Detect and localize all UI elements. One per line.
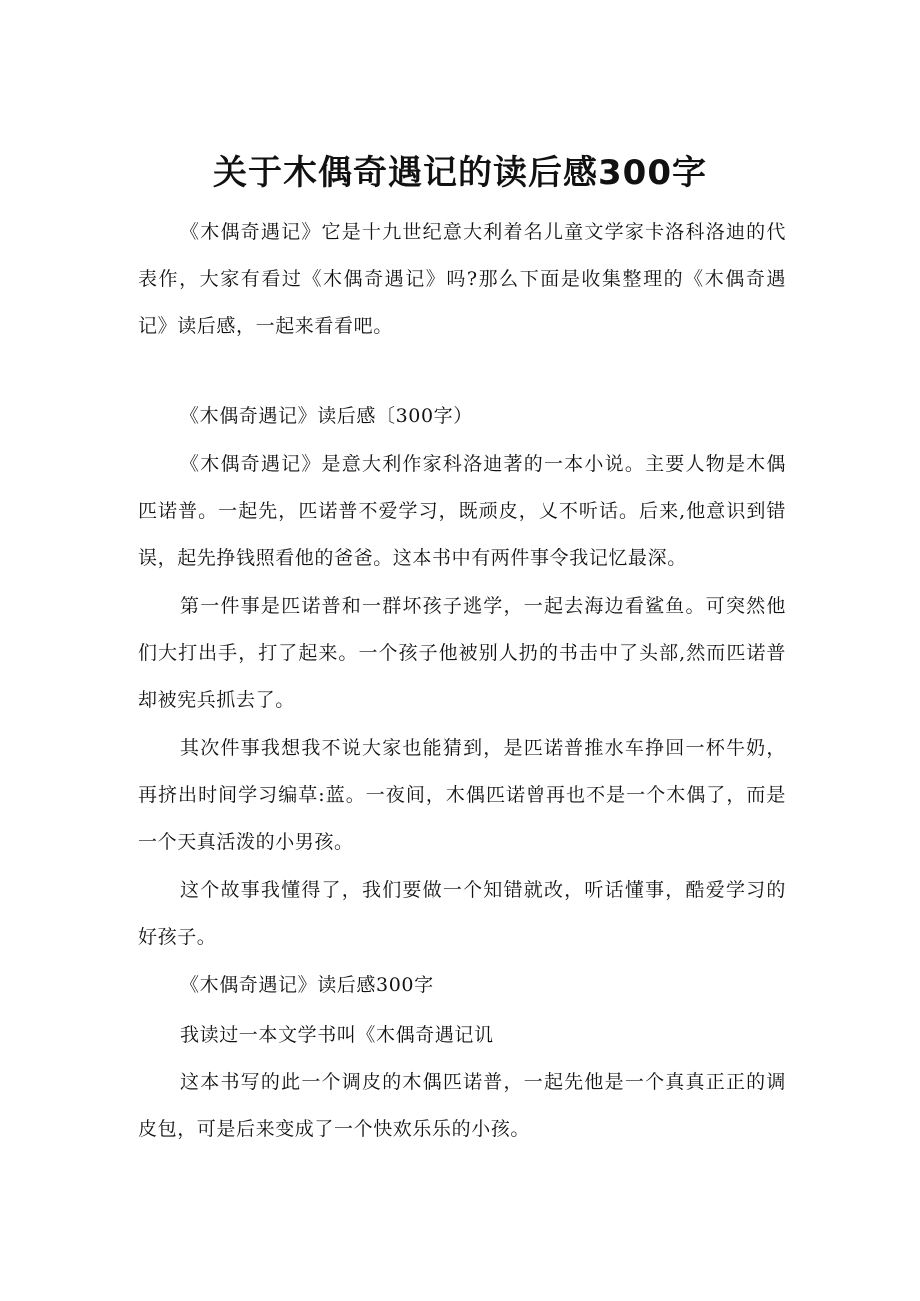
paragraph-book-intro: 我读过一本文学书叫《木偶奇遇记讥 [180,1024,494,1046]
page-title: 关于木偶奇遇记的读后感300字 [213,152,707,193]
paragraph-lesson: 这个故事我懂得了，我们要做一个知错就改，听话懂事，酷爱学习的好孩子。 [138,879,786,948]
intro-paragraph: 《木偶奇遇记》它是十九世纪意大利着名儿童文学家卡洛科洛迪的代表作，大家有看过《木偶奇遇记》吗?那么下面是收集整理的《木偶奇遇记》读后感，一起来看看吧。 [138,221,786,337]
section-heading-1: 《木偶奇遇记》读后感〔300字） [180,405,473,427]
section-heading-2: 《木偶奇遇记》读后感300字 [180,974,434,996]
paragraph-second-event: 其次件事我想我不说大家也能猜到，是匹诺普推水车挣回一杯牛奶，再挤出时间学习编草:蓝。一夜间，木偶匹诺曾再也不是一个木偶了，而是一个天真活泼的小男孩。 [138,737,786,853]
paragraph-book-summary: 这本书写的此一个调皮的木偶匹诺普，一起先他是一个真真正正的调皮包，可是后来变成了一个快欢乐乐的小孩。 [138,1071,786,1140]
paragraph-main-characters: 《木偶奇遇记》是意大利作家科洛迪著的一本小说。主要人物是木偶匹诺普。一起先，匹诺普不爱学习，既顽皮，乂不听话。后来,他意识到错误，起先挣钱照看他的爸爸。这本书中有两件事令我记忆最深。 [138,453,786,569]
paragraph-first-event: 第一件事是匹诺普和一群坏孩子逃学，一起去海边看鲨鱼。可突然他们大打出手，打了起来。一个孩子他被别人扔的书击中了头部,然而匹诺普却被宪兵抓去了。 [138,595,786,711]
